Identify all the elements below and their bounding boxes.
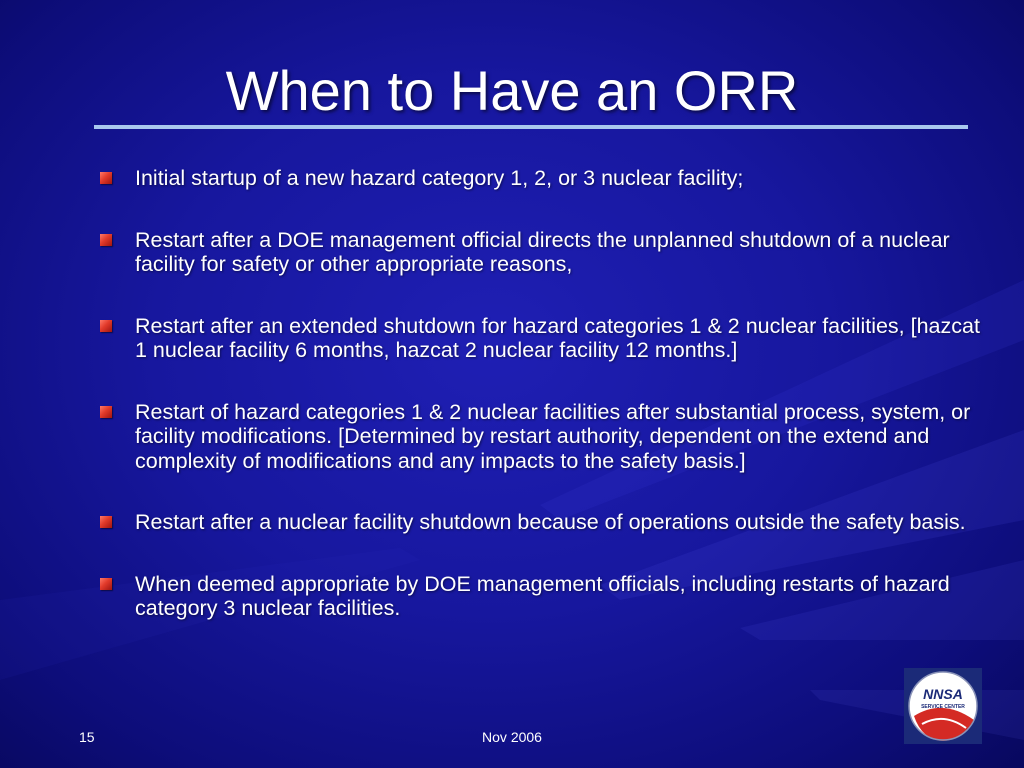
nnsa-service-center-logo [904, 668, 982, 744]
slide-number: 15 [79, 729, 95, 745]
footer-date: Nov 2006 [482, 729, 542, 745]
bullet-text: Restart after an extended shutdown for hazard categories 1 & 2 nuclear facilities, [hazcat 1 nuclear facility 6 months, hazcat 2 nuclear facility 12 months.] [135, 313, 980, 362]
bullet-text: Restart after a DOE management official directs the unplanned shutdown of a nuclear facility for safety or other appropriate reasons, [135, 227, 950, 276]
logo-subtext: SERVICE CENTER [921, 704, 965, 710]
bullet-list [100, 166, 980, 621]
bullet-text: Restart of hazard categories 1 & 2 nuclear facilities after substantial process, system, or facility modifications. [Determined by restart authority, dependent on the extend and complexity of modifications and any impacts to the safety basis.] [135, 399, 971, 473]
logo-text: NNSA [923, 686, 963, 702]
bullet-item [100, 166, 980, 191]
bullet-square-icon [100, 234, 112, 246]
bullet-square-icon [100, 320, 112, 332]
bullet-text: When deemed appropriate by DOE management officials, including restarts of hazard category 3 nuclear facilities. [135, 571, 950, 620]
bullet-square-icon [100, 406, 112, 418]
bullet-square-icon [100, 172, 112, 184]
slide-title: When to Have an ORR [225, 59, 799, 122]
bullet-text: Initial startup of a new hazard category 1, 2, or 3 nuclear facility; [135, 166, 744, 190]
bullet-item [100, 572, 980, 621]
bullet-item [100, 400, 980, 474]
bullet-item [100, 314, 980, 363]
bullet-square-icon [100, 578, 112, 590]
bullet-text: Restart after a nuclear facility shutdown because of operations outside the safety basis. [135, 510, 966, 534]
bullet-item [100, 510, 980, 535]
bullet-item [100, 228, 980, 277]
bullet-square-icon [100, 516, 112, 528]
title-underline [94, 125, 968, 129]
